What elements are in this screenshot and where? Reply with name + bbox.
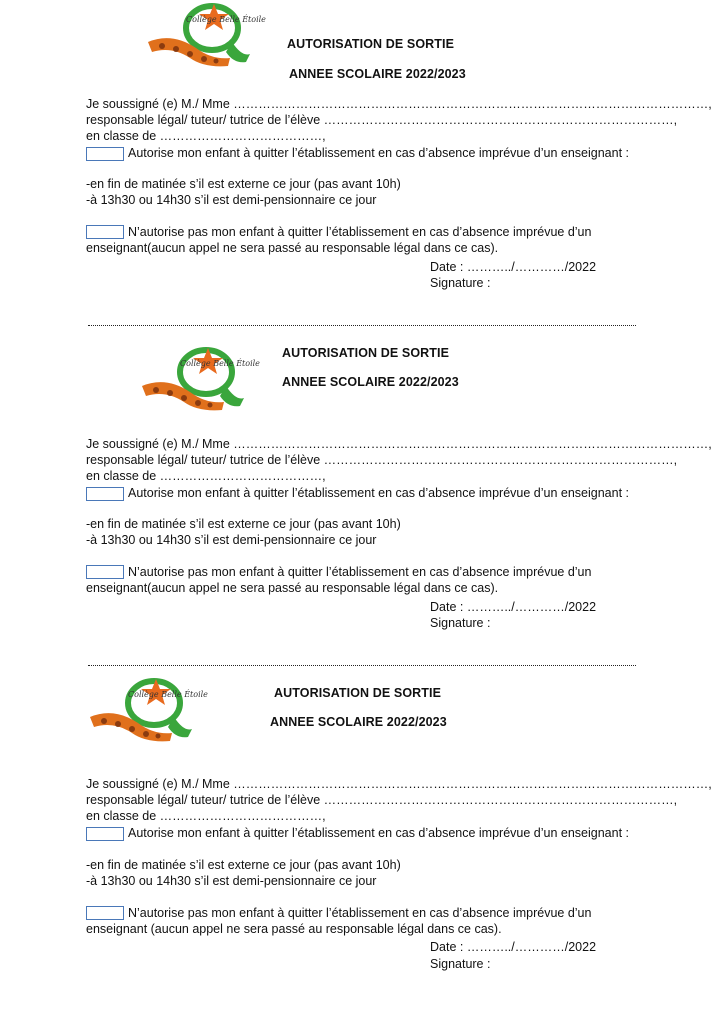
not-authorize-checkbox[interactable] — [86, 225, 124, 239]
date-field: Date : ………../…………/2022 — [430, 600, 597, 614]
not-authorize-label: N’autorise pas mon enfant à quitter l’établissement en cas d’absence imprévue d’un — [128, 906, 592, 920]
college-logo — [84, 677, 208, 749]
not-authorize-label-cont: enseignant(aucun appel ne sera passé au responsable légal dans ce cas). — [86, 241, 499, 255]
authorize-checkbox[interactable] — [86, 827, 124, 841]
condition-external: -en fin de matinée s’il est externe ce jour (pas avant 10h) — [86, 177, 401, 191]
college-logo — [142, 2, 266, 74]
guardian-line: responsable légal/ tuteur/ tutrice de l’élève …………………………………………………………………………, — [86, 793, 678, 807]
parent-name-line: Je soussigné (e) M./ Mme ……………………………………………………………………………………………………, — [86, 97, 712, 111]
form-title: AUTORISATION DE SORTIE — [274, 686, 442, 700]
condition-external: -en fin de matinée s’il est externe ce jour (pas avant 10h) — [86, 517, 401, 531]
form-title: AUTORISATION DE SORTIE — [287, 37, 455, 51]
condition-half-board: -à 13h30 ou 14h30 s’il est demi-pensionnaire ce jour — [86, 874, 377, 888]
class-line: en classe de …………………………………, — [86, 809, 326, 823]
authorization-form-3 — [0, 682, 724, 1022]
parent-name-line: Je soussigné (e) M./ Mme ……………………………………………………………………………………………………, — [86, 437, 712, 451]
form-title: AUTORISATION DE SORTIE — [282, 346, 450, 360]
signature-field: Signature : — [430, 957, 491, 971]
college-logo — [136, 346, 260, 418]
authorize-checkbox[interactable] — [86, 487, 124, 501]
cut-line-2 — [88, 665, 636, 666]
not-authorize-label-cont: enseignant (aucun appel ne sera passé au responsable légal dans ce cas). — [86, 922, 502, 936]
logo-text: Collège Belle Étoile — [180, 359, 260, 368]
class-line: en classe de …………………………………, — [86, 469, 326, 483]
parent-name-line: Je soussigné (e) M./ Mme ……………………………………………………………………………………………………, — [86, 777, 712, 791]
not-authorize-label: N’autorise pas mon enfant à quitter l’établissement en cas d’absence imprévue d’un — [128, 225, 592, 239]
not-authorize-checkbox[interactable] — [86, 906, 124, 920]
signature-field: Signature : — [430, 276, 491, 290]
school-year: ANNEE SCOLAIRE 2022/2023 — [289, 67, 466, 81]
authorization-form-2 — [0, 340, 724, 680]
authorize-label: Autorise mon enfant à quitter l’établissement en cas d’absence imprévue d’un enseignant : — [128, 486, 629, 500]
school-year: ANNEE SCOLAIRE 2022/2023 — [270, 715, 447, 729]
condition-half-board: -à 13h30 ou 14h30 s’il est demi-pensionnaire ce jour — [86, 533, 377, 547]
date-field: Date : ………../…………/2022 — [430, 260, 597, 274]
guardian-line: responsable légal/ tuteur/ tutrice de l’élève …………………………………………………………………………, — [86, 453, 678, 467]
authorize-label: Autorise mon enfant à quitter l’établissement en cas d’absence imprévue d’un enseignant : — [128, 146, 629, 160]
date-field: Date : ………../…………/2022 — [430, 940, 597, 954]
class-line: en classe de …………………………………, — [86, 129, 326, 143]
signature-field: Signature : — [430, 616, 491, 630]
condition-external: -en fin de matinée s’il est externe ce jour (pas avant 10h) — [86, 858, 401, 872]
logo-text: Collège Belle Étoile — [186, 15, 266, 24]
authorize-checkbox[interactable] — [86, 147, 124, 161]
authorization-form-1 — [0, 0, 724, 340]
not-authorize-label-cont: enseignant(aucun appel ne sera passé au responsable légal dans ce cas). — [86, 581, 499, 595]
guardian-line: responsable légal/ tuteur/ tutrice de l’élève …………………………………………………………………………, — [86, 113, 678, 127]
condition-half-board: -à 13h30 ou 14h30 s’il est demi-pensionnaire ce jour — [86, 193, 377, 207]
not-authorize-checkbox[interactable] — [86, 565, 124, 579]
logo-text: Collège Belle Étoile — [128, 690, 208, 699]
authorize-label: Autorise mon enfant à quitter l’établissement en cas d’absence imprévue d’un enseignant : — [128, 826, 629, 840]
school-year: ANNEE SCOLAIRE 2022/2023 — [282, 375, 459, 389]
cut-line-1 — [88, 325, 636, 326]
not-authorize-label: N’autorise pas mon enfant à quitter l’établissement en cas d’absence imprévue d’un — [128, 565, 592, 579]
